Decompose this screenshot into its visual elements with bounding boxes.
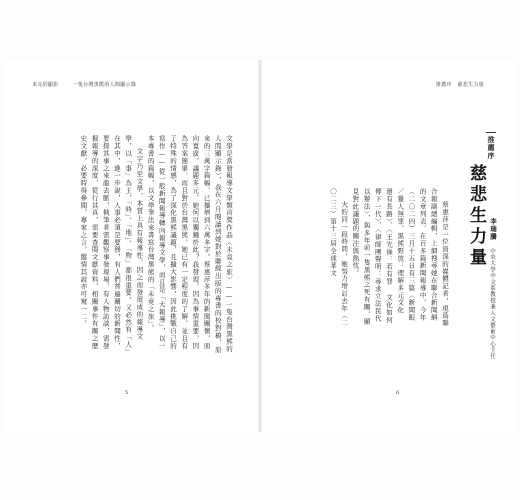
right-running-head: [436, 81, 484, 88]
running-head-chapter: 慈悲生力量: [457, 82, 484, 88]
body-paragraph: 文學是當發報導文學類首獎作品〈未竟之旅〉——一隻台灣黑熊的人間顯示錄〉，我在六月閱讀到她對於聯經出版的專書的校對稿，原來的三萬字篇幅，已擴增到六萬多字。蔡惠萍多年的新聞關懷，面向寬廣，議題多元，她何以獨鍾於此？我發現，因為事情重要，因為答案簡單，而且對於台灣黑熊，她已有一定程度的了解，並且有了特殊的情感，為了深化黑熊議題，且擴大影響，因此挑戰自己的寫作——從一般新聞報導轉向報導文學，而且是「大報導」，以一本專書的篇幅，以文學筆法來書寫台灣黑熊的「未竟之旅」。: [146, 135, 233, 354]
left-page: [4, 60, 258, 432]
body-paragraph: 文字乃至文學，本質上具有報導性，因之而發展成的報導文學，以「事」為主，「時」、「地」、「物」都很重要，又必然有「人」在其中，進一步說，人事必須是要務，有人們普遍關切的新聞性，要探其事之來龍去脈，執筆者需觀察事發現場，有人物訪談，需發掘報導的深度，從行其真，需要查閱文獻資料，相關事件有關之歷史文獻，必要時得參閱，專家之言，縱情其說亦可窺一二。: [79, 135, 144, 353]
section-label: 推薦序: [486, 132, 496, 160]
running-head-book-title: 未完的顯影: [32, 82, 59, 88]
running-head-section: 推薦序: [435, 82, 452, 88]
right-page-number: 6: [396, 390, 400, 396]
chapter-title: 慈悲生力量: [466, 164, 486, 269]
author-name: 李瑞騰: [489, 218, 497, 240]
right-body-text: [327, 188, 450, 328]
running-head-subtitle: 一隻台灣黑熊的人間顯示錄: [72, 82, 137, 88]
left-page-number: 5: [125, 390, 129, 396]
right-page: [262, 60, 516, 432]
author-affiliation: 中央大學中文系教授兼人文藝術中心主任: [489, 248, 495, 360]
body-paragraph: 蔡惠萍是一位資深的媒體記者，現爲聯合報副總編輯，上網搜尋她在聯合新聞網的文章列表，在百多篇新聞報導中，今年（二〇二四）三月十五日有三篇〈新聞眼／獵人無罪，黑熊野放：理解多元文化 還有長路〉、〈王光祿：若有罪 文化如何傳下一代〉、〈律師團聲明：尋求立法民代以辦法〉，與多年前一隻黑熊之死有關，顯見對此議題的關注與熱忱。: [351, 188, 449, 327]
left-body-text: [77, 135, 234, 355]
body-paragraph: 大約同一段時間，她努力增訂去年（二〇二三）第十三屆全球華文: [328, 188, 349, 327]
left-running-head: [32, 81, 136, 88]
